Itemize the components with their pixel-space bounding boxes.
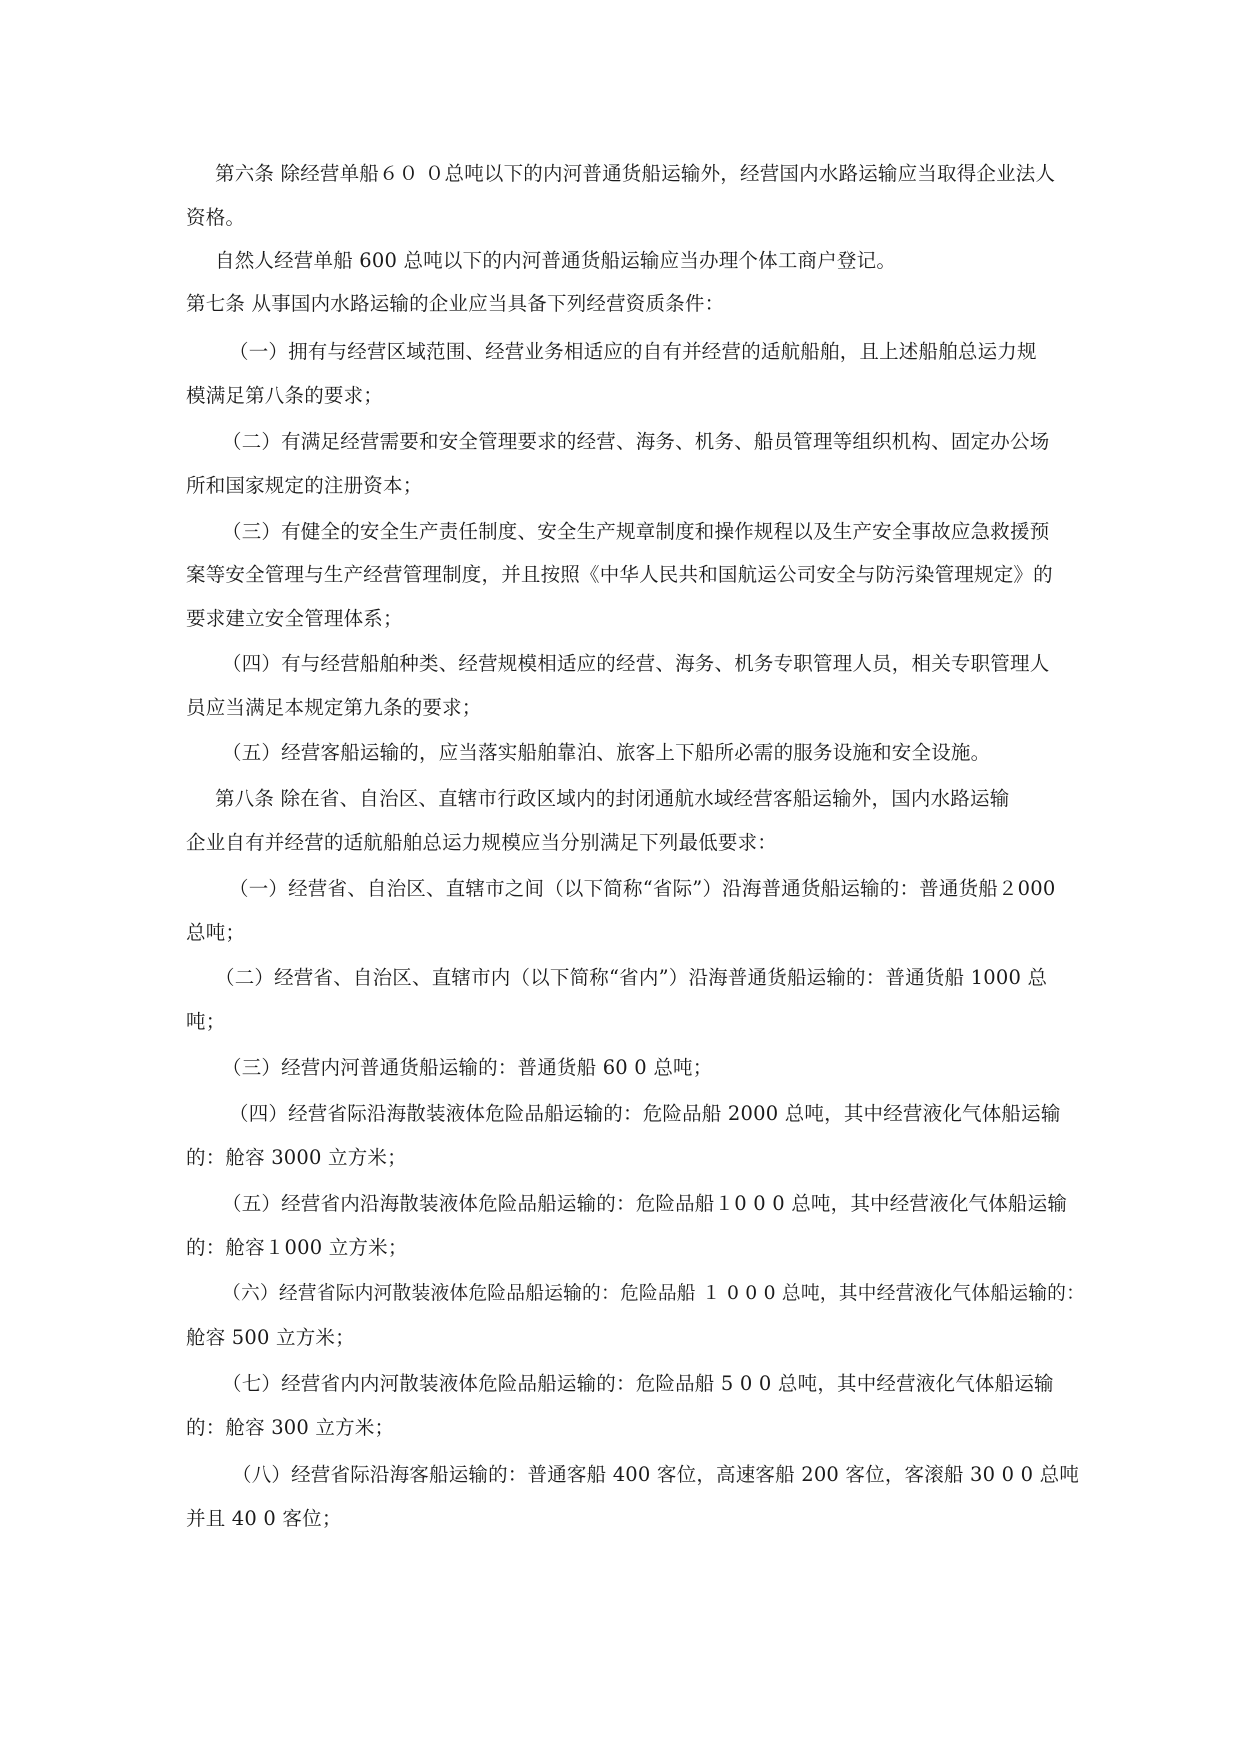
article-8-item-3: （三）经营内河普通货船运输的：普通货船 60 0 总吨； (222, 1056, 713, 1079)
article-8-item-8-line-2: 并且 40 0 客位； (186, 1507, 342, 1530)
article-7-item-2-line-2: 所和国家规定的注册资本； (186, 474, 423, 497)
article-8-item-1-line-1: （一）经营省、自治区、直辖市之间（以下简称“省际”）沿海普通货船运输的：普通货船２000 (229, 877, 1056, 900)
article-7-item-1-line-1: （一）拥有与经营区域范围、经营业务相适应的自有并经营的适航船舶，且上述船舶总运力规 (229, 340, 1037, 363)
article-8-item-2-line-1: （二）经营省、自治区、直辖市内（以下简称“省内”）沿海普通货船运输的：普通货船 1000 总 (215, 966, 1048, 989)
article-7-heading: 第七条 从事国内水路运输的企业应当具备下列经营资质条件： (186, 292, 725, 315)
article-6-line-1: 第六条 除经营单船６０ ０总吨以下的内河普通货船运输外，经营国内水路运输应当取得企业法人 (215, 162, 1056, 185)
article-8-line-2: 企业自有并经营的适航船舶总运力规模应当分别满足下列最低要求： (186, 831, 778, 854)
article-8-item-2-line-2: 吨； (186, 1010, 226, 1033)
article-7-item-4-line-2: 员应当满足本规定第九条的要求； (186, 696, 482, 719)
article-6-line-2: 资格。 (186, 206, 246, 229)
article-8-line-1: 第八条 除在省、自治区、直辖市行政区域内的封闭通航水域经营客船运输外，国内水路运输 (215, 787, 1010, 810)
article-6-paragraph-2: 自然人经营单船 600 总吨以下的内河普通货船运输应当办理个体工商户登记。 (215, 249, 897, 272)
article-8-item-4-line-2: 的：舱容 3000 立方米； (186, 1146, 407, 1169)
article-7-item-5: （五）经营客船运输的，应当落实船舶靠泊、旅客上下船所必需的服务设施和安全设施。 (222, 741, 991, 764)
article-8-item-6-line-2: 舱容 500 立方米； (186, 1326, 355, 1349)
article-7-item-4-line-1: （四）有与经营船舶种类、经营规模相适应的经营、海务、机务专职管理人员，相关专职管理人 (222, 652, 1050, 675)
article-8-item-6-line-1: （六）经营省际内河散装液体危险品船运输的：危险品船 １ 0 0 0 总吨，其中经营液化气体船运输的： (222, 1283, 1086, 1304)
article-8-item-1-line-2: 总吨； (186, 921, 246, 944)
article-7-item-1-line-2: 模满足第八条的要求； (186, 384, 384, 407)
article-8-item-4-line-1: （四）经营省际沿海散装液体危险品船运输的：危险品船 2000 总吨，其中经营液化气体船运输 (229, 1102, 1061, 1125)
article-8-item-8-line-1: （八）经营省际沿海客船运输的：普通客船 400 客位，高速客船 200 客位，客滚船 30 0 0 总吨 (232, 1463, 1080, 1486)
article-7-item-3-line-3: 要求建立安全管理体系； (186, 607, 403, 630)
article-7-item-3-line-1: （三）有健全的安全生产责任制度、安全生产规章制度和操作规程以及生产安全事故应急救援预 (222, 520, 1050, 543)
article-8-item-5-line-2: 的：舱容１000 立方米； (186, 1236, 408, 1259)
article-8-item-5-line-1: （五）经营省内沿海散装液体危险品船运输的：危险品船１0 0 0 总吨，其中经营液化气体船运输 (222, 1192, 1068, 1215)
article-7-item-2-line-1: （二）有满足经营需要和安全管理要求的经营、海务、机务、船员管理等组织机构、固定办公场 (222, 430, 1050, 453)
article-8-item-7-line-1: （七）经营省内内河散装液体危险品船运输的：危险品船 5 0 0 总吨，其中经营液化气体船运输 (222, 1372, 1054, 1395)
article-8-item-7-line-2: 的：舱容 300 立方米； (186, 1416, 395, 1439)
article-7-item-3-line-2: 案等安全管理与生产经营管理制度，并且按照《中华人民共和国航运公司安全与防污染管理规定》的 (186, 563, 1053, 586)
